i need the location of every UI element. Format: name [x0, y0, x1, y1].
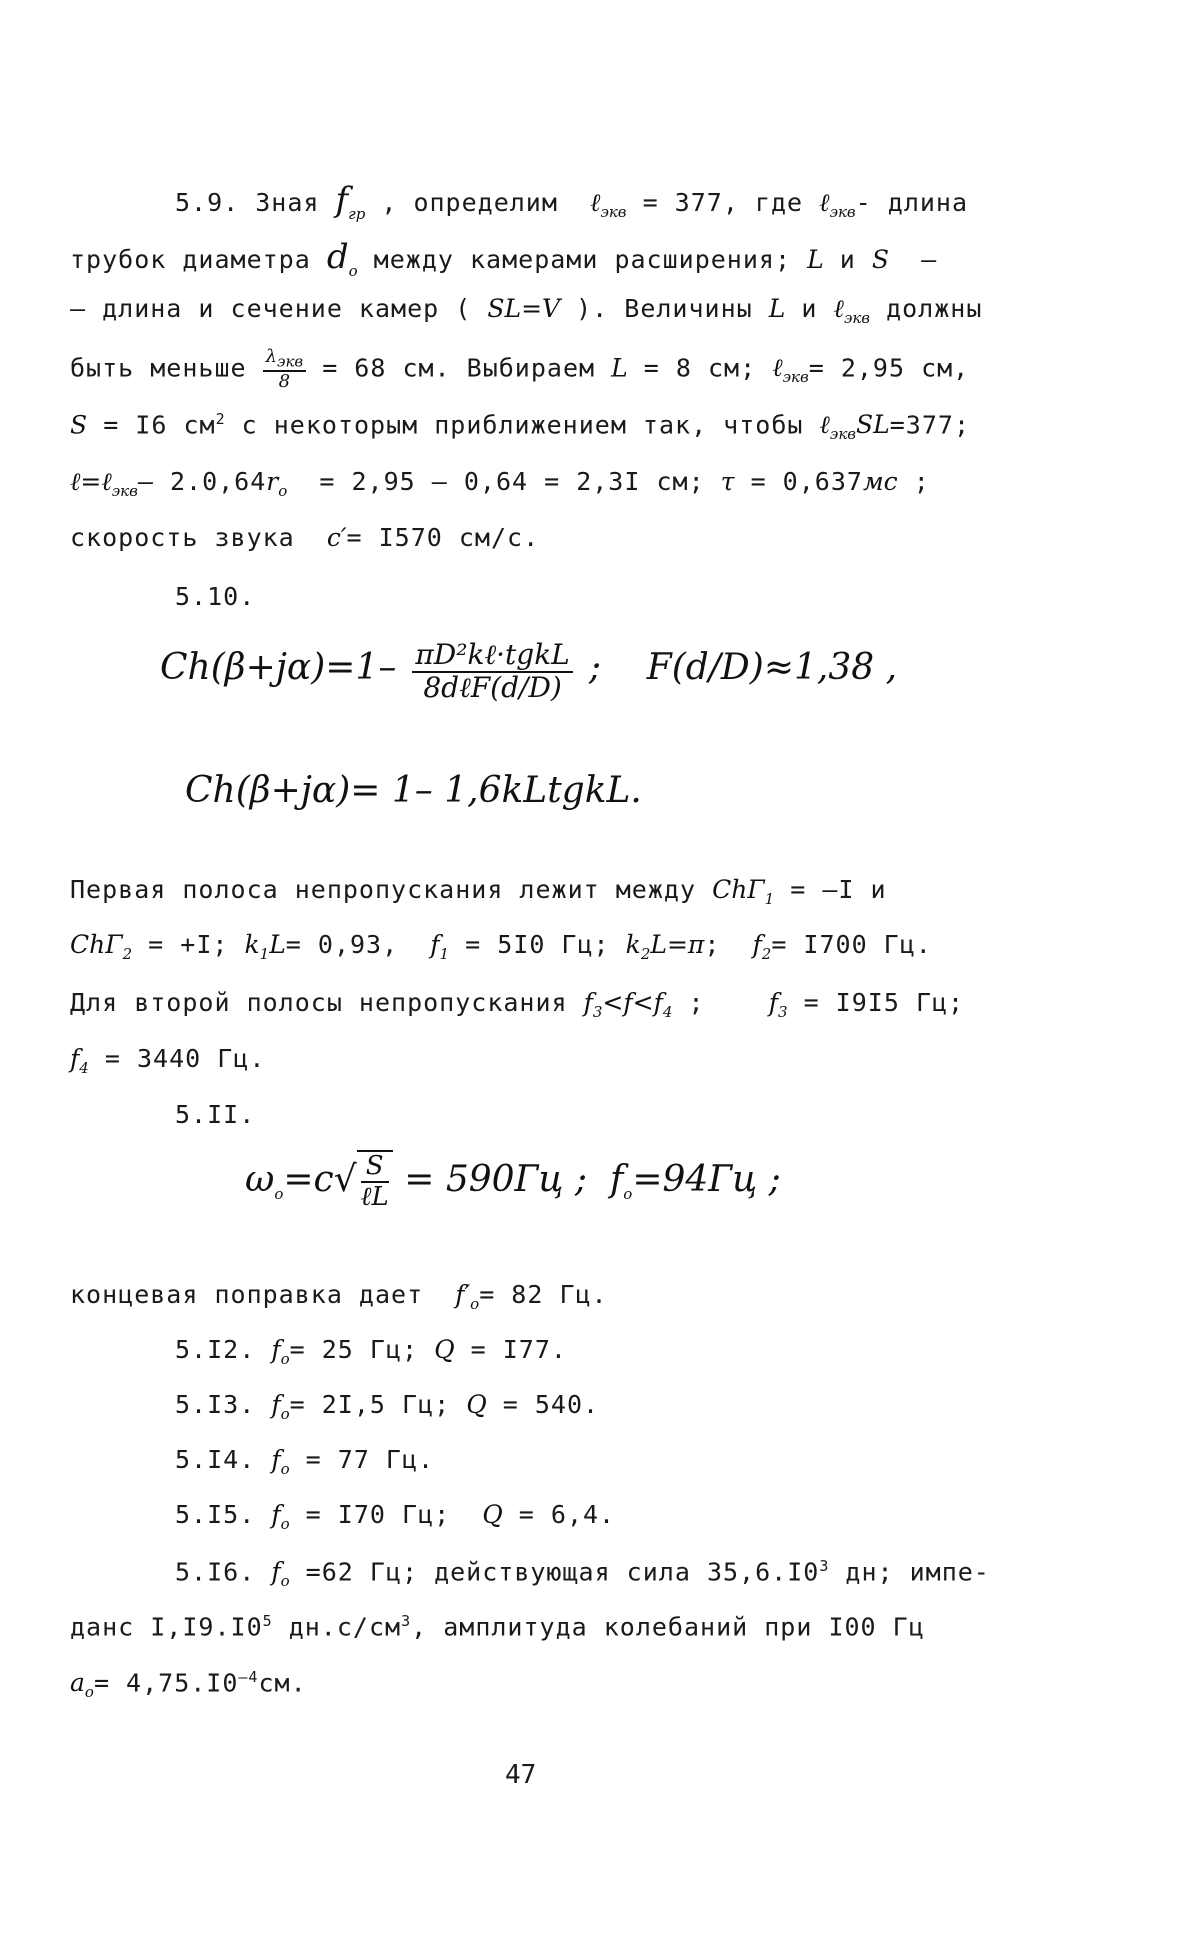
text-line: 5.I6. $f_o =62$ Гц; действующая сила $35,6.I0^3$ дн; импе- — [175, 1557, 990, 1591]
formula: Ch(β+jα)=1– $\frac{\text{πD²kℓ·tgkL}}{\text{8dℓF(d/D)}}$ ; F(d/D)≈1,38 , — [160, 638, 898, 704]
text-line: 5.I4. $f_o = 77$ Гц. — [175, 1445, 435, 1478]
text-line: скорость звука c′= I570 см/с. — [70, 523, 540, 552]
text-line: Для второй полосы непропускания $f_3<f<f_4$ ; $f_3 = I9I5$ Гц; — [70, 988, 965, 1021]
text-line: $a_o= 4,75.I0^{-4}см$. — [70, 1668, 307, 1702]
text-line: $f_4 = 3440$ Гц. — [70, 1044, 266, 1077]
text-line: быть меньше $\frac{\lambda_{экв}}{8}$ = 68 см. Выбираем L = 8 см; ℓ$_{экв}$= 2,95 см, — [70, 346, 970, 393]
text-line: концевая поправка дает $f'_o= 82$ Гц. — [70, 1280, 608, 1313]
text-line: 5.I5. $f_o = I70$ Гц; Q = 6,4. — [175, 1500, 616, 1533]
formula: $\omega_o=c√$ $\frac{S}{\text{ℓL}}$ = 590Гц ; $f_o=94Гц$ ; — [245, 1151, 781, 1212]
text-line: 5.I3. $f_o= 2I,5$ Гц; Q = 540. — [175, 1390, 600, 1423]
text-line: – длина и сечение камер ( SL=V ). Величины L и ℓ$_{экв}$ должны — [70, 294, 983, 327]
text-line: 5.9. Зная $f_{гр}$ , определим ℓ$_{экв}$ = 377, где ℓ$_{экв}$- длина — [175, 180, 969, 223]
text-line: данс $I,I9.I0^5$ $дн.с/см^3$, амплитуда колебаний при I00 Гц — [70, 1612, 925, 1642]
text-line: ℓ=ℓ$_{экв}$– $2.0,64r_o = 2,95 - 0,64 = 2,3I$ см; τ = 0,637мс ; — [70, 467, 930, 500]
text-line: трубок диаметра $d_o$ между камерами расширения; L и S – — [70, 237, 938, 280]
formula: Ch(β+jα)= 1– 1,6kLtgkL. — [185, 770, 642, 811]
text-line: S = I6 $см^2$ с некоторым приближением так, чтобы ℓ$_{экв}$SL=377; — [70, 410, 971, 444]
page-number: 47 — [505, 1760, 537, 1790]
text-line: ChΓ$_2$ = +I; $k_1L= 0,93$, $f_1 = 5I0$ Гц; $k_2L=\pi$; $f_2= I700$ Гц. — [70, 930, 932, 963]
text-line: Первая полоса непропускания лежит между ChΓ$_1$ = –I и — [70, 875, 887, 908]
text-line: 5.I2. $f_o= 25$ Гц; Q = I77. — [175, 1335, 567, 1368]
text-line: 5.II. — [175, 1100, 256, 1129]
text-line: 5.10. — [175, 582, 256, 611]
